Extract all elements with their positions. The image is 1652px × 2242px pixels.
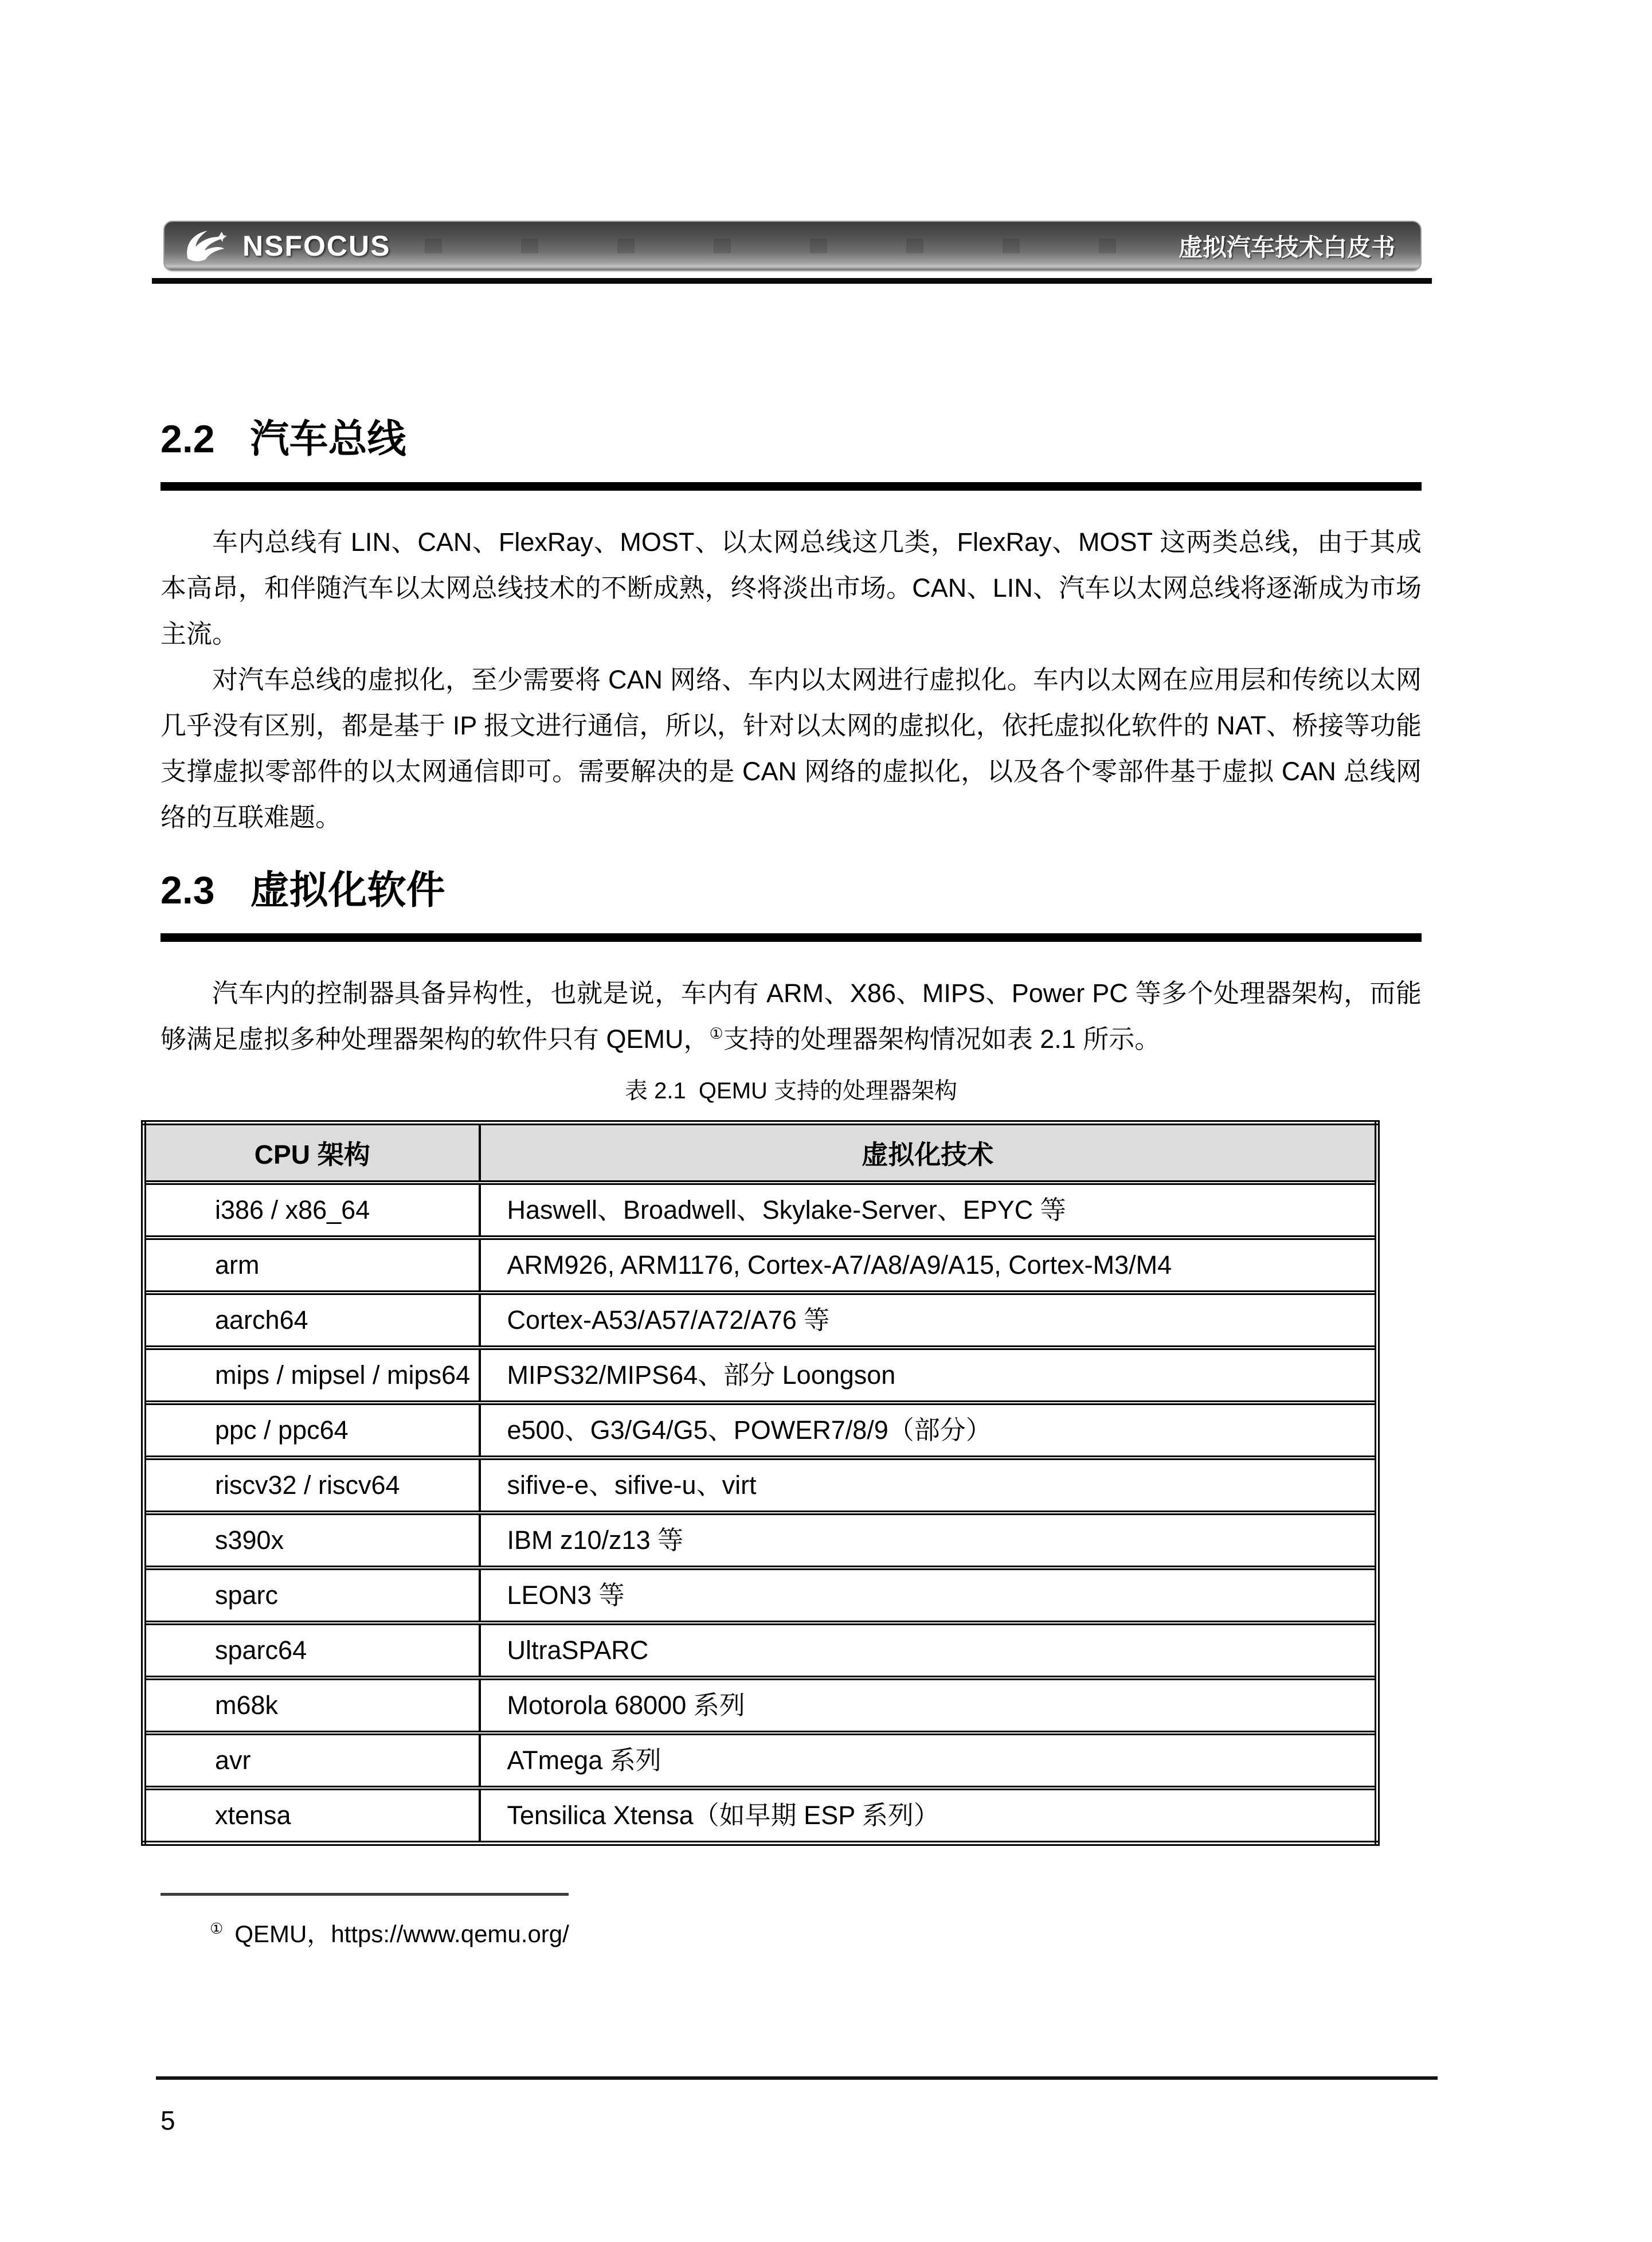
table-row: [144, 1733, 1377, 1788]
virt-tech-cell: LEON3 等: [480, 1568, 1377, 1623]
footnote-text: QEMU，https://www.qemu.org/: [234, 1920, 569, 1947]
section-title: 虚拟化软件: [250, 868, 445, 912]
table-row: [144, 1183, 1377, 1238]
virt-tech-cell: ARM926, ARM1176, Cortex-A7/A8/A9/A15, Cortex-M3/M4: [480, 1238, 1377, 1293]
nsfocus-swoosh-icon: [184, 227, 233, 265]
qemu-arch-table: [141, 1120, 1380, 1846]
cpu-arch-cell: riscv32 / riscv64: [144, 1458, 480, 1513]
column-header-virt-tech: 虚拟化技术: [480, 1123, 1377, 1183]
table-row: [144, 1293, 1377, 1348]
paragraph: [160, 971, 1422, 1062]
cpu-arch-cell: arm: [144, 1238, 480, 1293]
virt-tech-cell: ATmega 系列: [480, 1733, 1377, 1788]
paragraph: 车内总线有 LIN、CAN、FlexRay、MOST、以太网总线这几类，FlexRay、MOST 这两类总线，由于其成本高昂，和伴随汽车以太网总线技术的不断成熟，终将淡出市场。CAN、LIN、汽车以太网总线将逐渐成为市场主流。: [160, 527, 1422, 648]
cpu-arch-cell: aarch64: [144, 1293, 480, 1348]
paragraph-text: 支持的处理器架构情况如表 2.1 所示。: [723, 1024, 1161, 1054]
header-rule: [152, 278, 1432, 284]
table-row: [144, 1513, 1377, 1568]
virt-tech-cell: Motorola 68000 系列: [480, 1678, 1377, 1733]
footer-rule: [156, 2076, 1438, 2080]
cpu-arch-cell: ppc / ppc64: [144, 1403, 480, 1458]
cpu-arch-cell: sparc: [144, 1568, 480, 1623]
cpu-arch-cell: s390x: [144, 1513, 480, 1568]
footnote-separator: [160, 1893, 569, 1896]
cpu-arch-cell: avr: [144, 1733, 480, 1788]
table-row: [144, 1623, 1377, 1678]
section-heading-2-2: [160, 413, 1422, 465]
section-heading-2-3: [160, 864, 1422, 916]
paragraph-text: 汽车内的控制器具备异构性，也就是说，车内有 ARM、X86、MIPS、Power PC 等多个处理器架构，而能够满足虚拟多种处理器架构的软件只有 QEMU，: [160, 979, 1422, 1054]
column-header-cpu-arch: CPU 架构: [144, 1123, 480, 1183]
table-row: [144, 1788, 1377, 1844]
section-number: 2.3: [160, 868, 215, 912]
cpu-arch-cell: xtensa: [144, 1788, 480, 1844]
table-caption: 表 2.1 QEMU 支持的处理器架构: [624, 1078, 958, 1104]
virt-tech-cell: sifive-e、sifive-u、virt: [480, 1458, 1377, 1513]
page-content: [0, 413, 1422, 1950]
section-title: 汽车总线: [250, 417, 406, 461]
table-header-row: [144, 1123, 1377, 1183]
page-header: [0, 0, 1652, 284]
page-number: 5: [160, 2106, 175, 2135]
section-rule: [160, 933, 1422, 942]
cpu-arch-cell: sparc64: [144, 1623, 480, 1678]
page-footer: [156, 2076, 1438, 2136]
table-row: [144, 1238, 1377, 1293]
table-row: [144, 1348, 1377, 1403]
header-dots-decoration: [425, 238, 1144, 253]
footnote-reference: ①: [709, 1025, 723, 1042]
table-row: [144, 1568, 1377, 1623]
nsfocus-logo: [165, 227, 390, 265]
table-row: [144, 1678, 1377, 1733]
footnote: [160, 1915, 1422, 1950]
header-bar: [163, 221, 1422, 271]
table-row: [144, 1403, 1377, 1458]
virt-tech-cell: IBM z10/z13 等: [480, 1513, 1377, 1568]
table-body: [144, 1183, 1377, 1844]
table-row: [144, 1458, 1377, 1513]
section-number: 2.2: [160, 417, 215, 461]
virt-tech-cell: UltraSPARC: [480, 1623, 1377, 1678]
footnote-marker: ①: [210, 1919, 224, 1937]
logo-text: NSFOCUS: [242, 230, 391, 262]
section-rule: [160, 482, 1422, 491]
virt-tech-cell: Haswell、Broadwell、Skylake-Server、EPYC 等: [480, 1183, 1377, 1238]
cpu-arch-cell: m68k: [144, 1678, 480, 1733]
virt-tech-cell: Tensilica Xtensa（如早期 ESP 系列）: [480, 1788, 1377, 1844]
virt-tech-cell: Cortex-A53/A57/A72/A76 等: [480, 1293, 1377, 1348]
cpu-arch-cell: i386 / x86_64: [144, 1183, 480, 1238]
paragraph: 对汽车总线的虚拟化，至少需要将 CAN 网络、车内以太网进行虚拟化。车内以太网在应用层和传统以太网几乎没有区别，都是基于 IP 报文进行通信，所以，针对以太网的虚拟化，依托虚拟化软件的 NAT、桥接等功能支撑虚拟零部件的以太网通信即可。需要解决的是 CAN 网络的虚拟化，以及各个零部件基于虚拟 CAN 总线网络的互联难题。: [160, 665, 1422, 832]
virt-tech-cell: e500、G3/G4/G5、POWER7/8/9（部分）: [480, 1403, 1377, 1458]
virt-tech-cell: MIPS32/MIPS64、部分 Loongson: [480, 1348, 1377, 1403]
document-title: 虚拟汽车技术白皮书: [1178, 234, 1395, 261]
cpu-arch-cell: mips / mipsel / mips64: [144, 1348, 480, 1403]
